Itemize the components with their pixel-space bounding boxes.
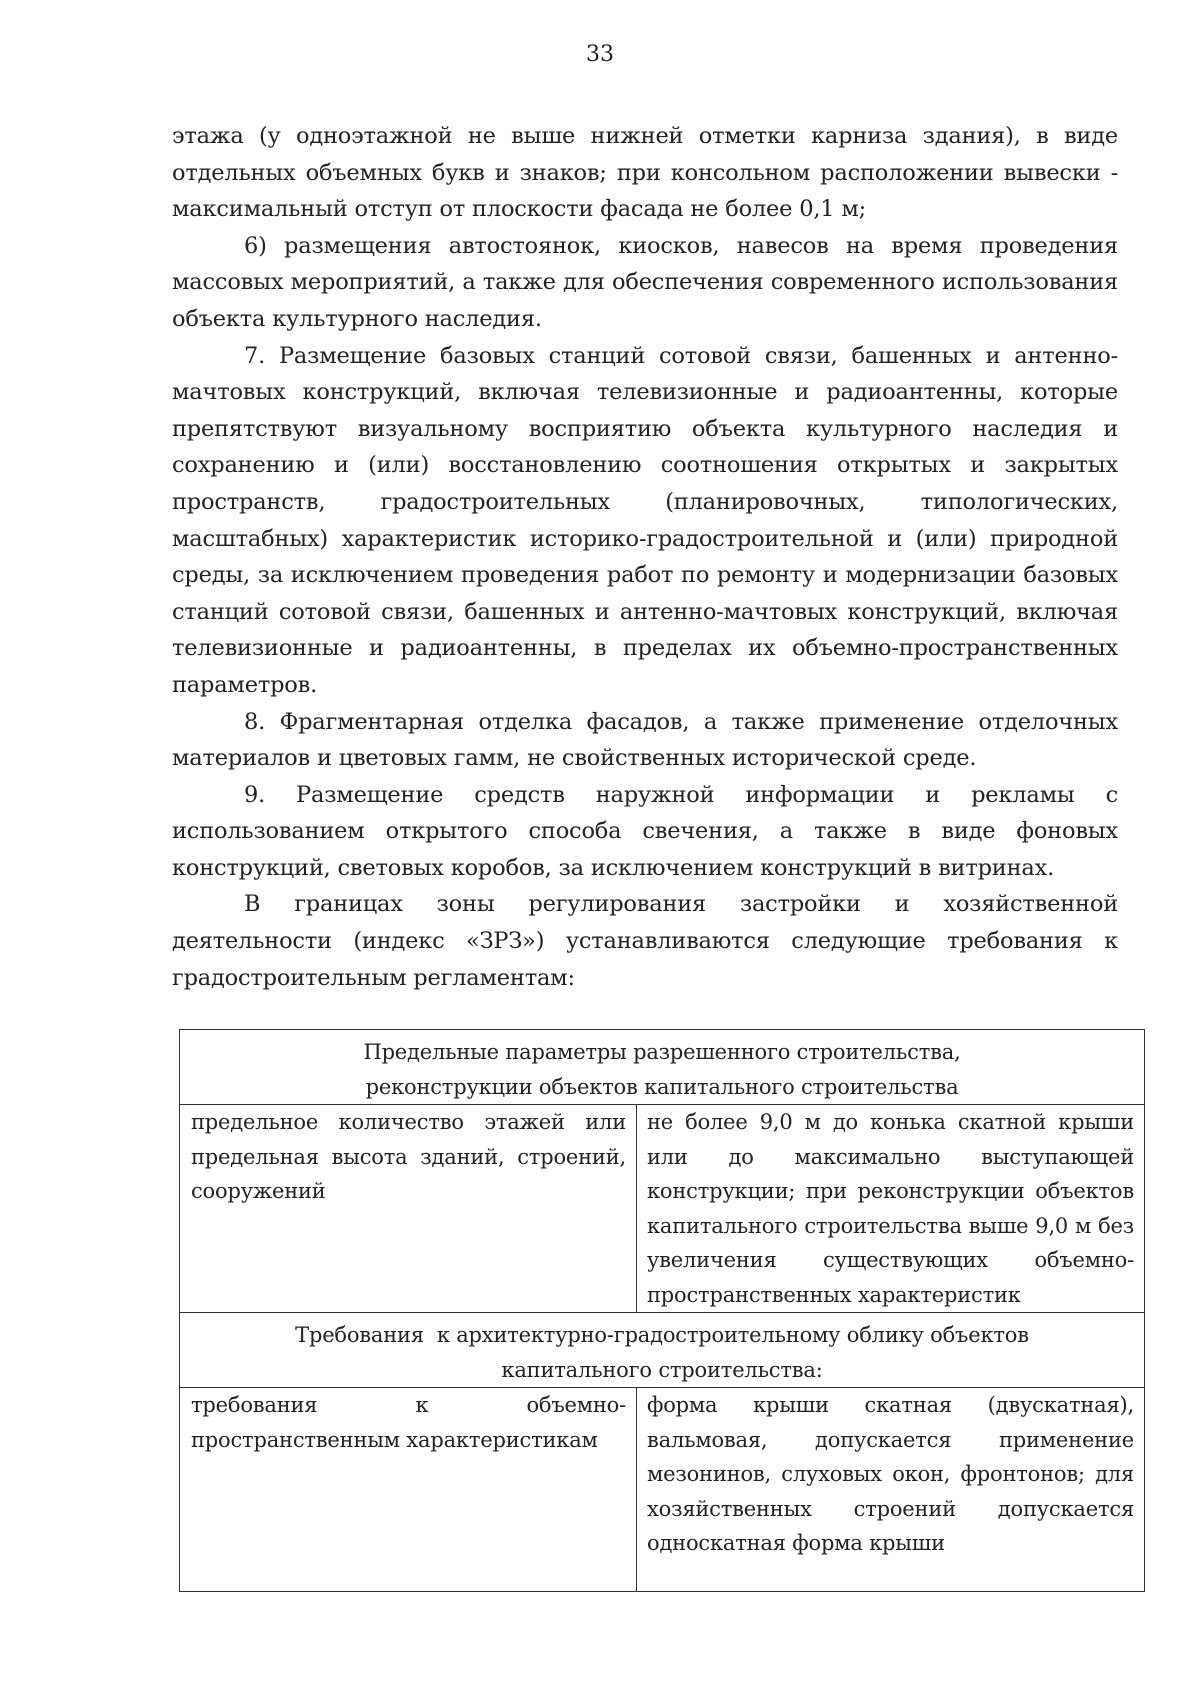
table-cell-label: предельное количество этажей или предельная высота зданий, строений, сооружений — [180, 1105, 637, 1313]
table-header-line: Предельные параметры разрешенного строительства, — [363, 1040, 961, 1064]
table-header-line: реконструкции объектов капитального строительства — [365, 1074, 959, 1099]
table-cell-value: не более 9,0 м до конька скатной крыши или до максимально выступающей конструкции; при реконструкции объектов капитального строительства выше 9,0 м без увеличения существующих объемно-пространственных характеристик — [637, 1105, 1145, 1313]
table-header-line: Требования к архитектурно-градостроительному облику объектов — [295, 1323, 1029, 1347]
table-header-cell — [180, 1313, 1145, 1388]
paragraph-item-6: 6) размещения автостоянок, киосков, навесов на время проведения массовых мероприятий, а также для обеспечения современного использования объекта культурного наследия. — [172, 232, 1118, 332]
table-header-row — [180, 1313, 1145, 1388]
body-text — [172, 118, 1118, 996]
table-header-row — [180, 1030, 1145, 1105]
table-header-line: капитального строительства: — [501, 1357, 823, 1382]
table-row — [180, 1388, 1145, 1592]
paragraph-item-7: 7. Размещение базовых станций сотовой связи, башенных и антенно-мачтовых конструкций, включая телевизионные и радиоантенны, которые препятствуют визуальному восприятию объекта культурного наследия и сохранению и (или) восстановлению соотношения открытых и закрытых пространств, градостроительных (планировочных, типологических, масштабных) характеристик историко-градостроительной и (или) природной среды, за исключением проведения работ по ремонту и модернизации базовых станций сотовой связи, башенных и антенно-мачтовых конструкций, включая телевизионные и радиоантенны, в пределах их объемно-пространственных параметров. — [172, 342, 1118, 698]
paragraph-continuation: этажа (у одноэтажной не выше нижней отметки карниза здания), в виде отдельных объемных букв и знаков; при консольном расположении вывески - максимальный отступ от плоскости фасада не более 0,1 м; — [172, 123, 1118, 223]
regulation-table — [179, 1029, 1145, 1592]
paragraph-item-9: 9. Размещение средств наружной информации и рекламы с использованием открытого способа свечения, а также в виде фоновых конструкций, световых коробов, за исключением конструкций в витринах. — [172, 781, 1118, 881]
table-cell-label: требования к объемно-пространственным характеристикам — [180, 1388, 637, 1592]
page-number: 33 — [586, 42, 614, 67]
paragraph-item-8: 8. Фрагментарная отделка фасадов, а также применение отделочных материалов и цветовых гамм, не свойственных исторической среде. — [172, 708, 1118, 772]
table-cell-value: форма крыши скатная (двускатная), вальмовая, допускается применение мезонинов, слуховых окон, фронтонов; для хозяйственных строений допускается односкатная форма крыши — [637, 1388, 1145, 1592]
table-row — [180, 1105, 1145, 1313]
table-header-cell — [180, 1030, 1145, 1105]
paragraph-zrz-intro: В границах зоны регулирования застройки и хозяйственной деятельности (индекс «ЗРЗ») устанавливаются следующие требования к градостроительным регламентам: — [172, 891, 1118, 991]
